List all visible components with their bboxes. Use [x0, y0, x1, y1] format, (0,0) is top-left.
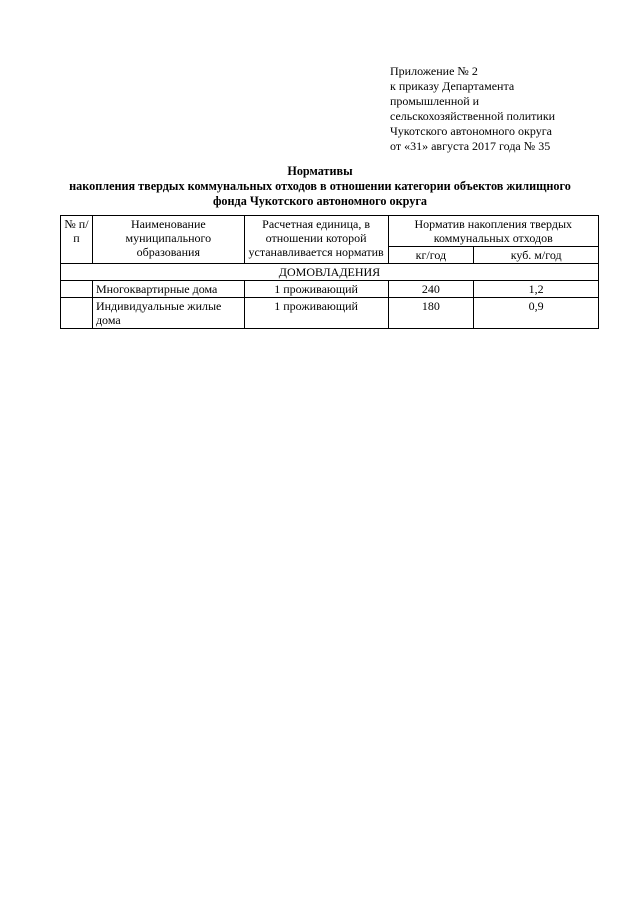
appendix-line: Чукотского автономного округа	[390, 124, 552, 138]
header-name: Наименование муниципального образования	[92, 216, 244, 264]
row-unit: 1 проживающий	[244, 281, 388, 298]
table-row	[61, 281, 599, 298]
header-norm: Норматив накопления твердых коммунальных отходов	[388, 216, 599, 247]
appendix-line: к приказу Департамента	[390, 79, 515, 93]
row-name: Многоквартирные дома	[92, 281, 244, 298]
header-m3: куб. м/год	[474, 247, 599, 264]
appendix-line: от «31» августа 2017 года № 35	[390, 139, 551, 153]
row-kg: 240	[388, 281, 474, 298]
header-unit: Расчетная единица, в отношении которой устанавливается норматив	[244, 216, 388, 264]
row-m3: 0,9	[474, 298, 599, 329]
table-header-row	[61, 216, 599, 247]
section-row	[61, 264, 599, 281]
title-main: Нормативы	[287, 164, 353, 178]
section-label: ДОМОВЛАДЕНИЯ	[61, 264, 599, 281]
title-line-3: фонда Чукотского автономного округа	[213, 194, 427, 208]
row-unit: 1 проживающий	[244, 298, 388, 329]
document-title	[40, 164, 600, 209]
appendix-line: промышленной и	[390, 94, 480, 108]
table-row	[61, 298, 599, 329]
norms-table	[60, 215, 599, 329]
title-line-2: накопления твердых коммунальных отходов в отношении категории объектов жилищного	[69, 179, 571, 193]
header-kg: кг/год	[388, 247, 474, 264]
row-num	[61, 298, 93, 329]
row-name: Индивидуальные жилые дома	[92, 298, 244, 329]
appendix-block	[390, 64, 555, 154]
row-kg: 180	[388, 298, 474, 329]
row-num	[61, 281, 93, 298]
appendix-line: сельскохозяйственной политики	[390, 109, 556, 123]
appendix-line: Приложение № 2	[390, 64, 478, 78]
header-num: № п/п	[61, 216, 93, 264]
row-m3: 1,2	[474, 281, 599, 298]
